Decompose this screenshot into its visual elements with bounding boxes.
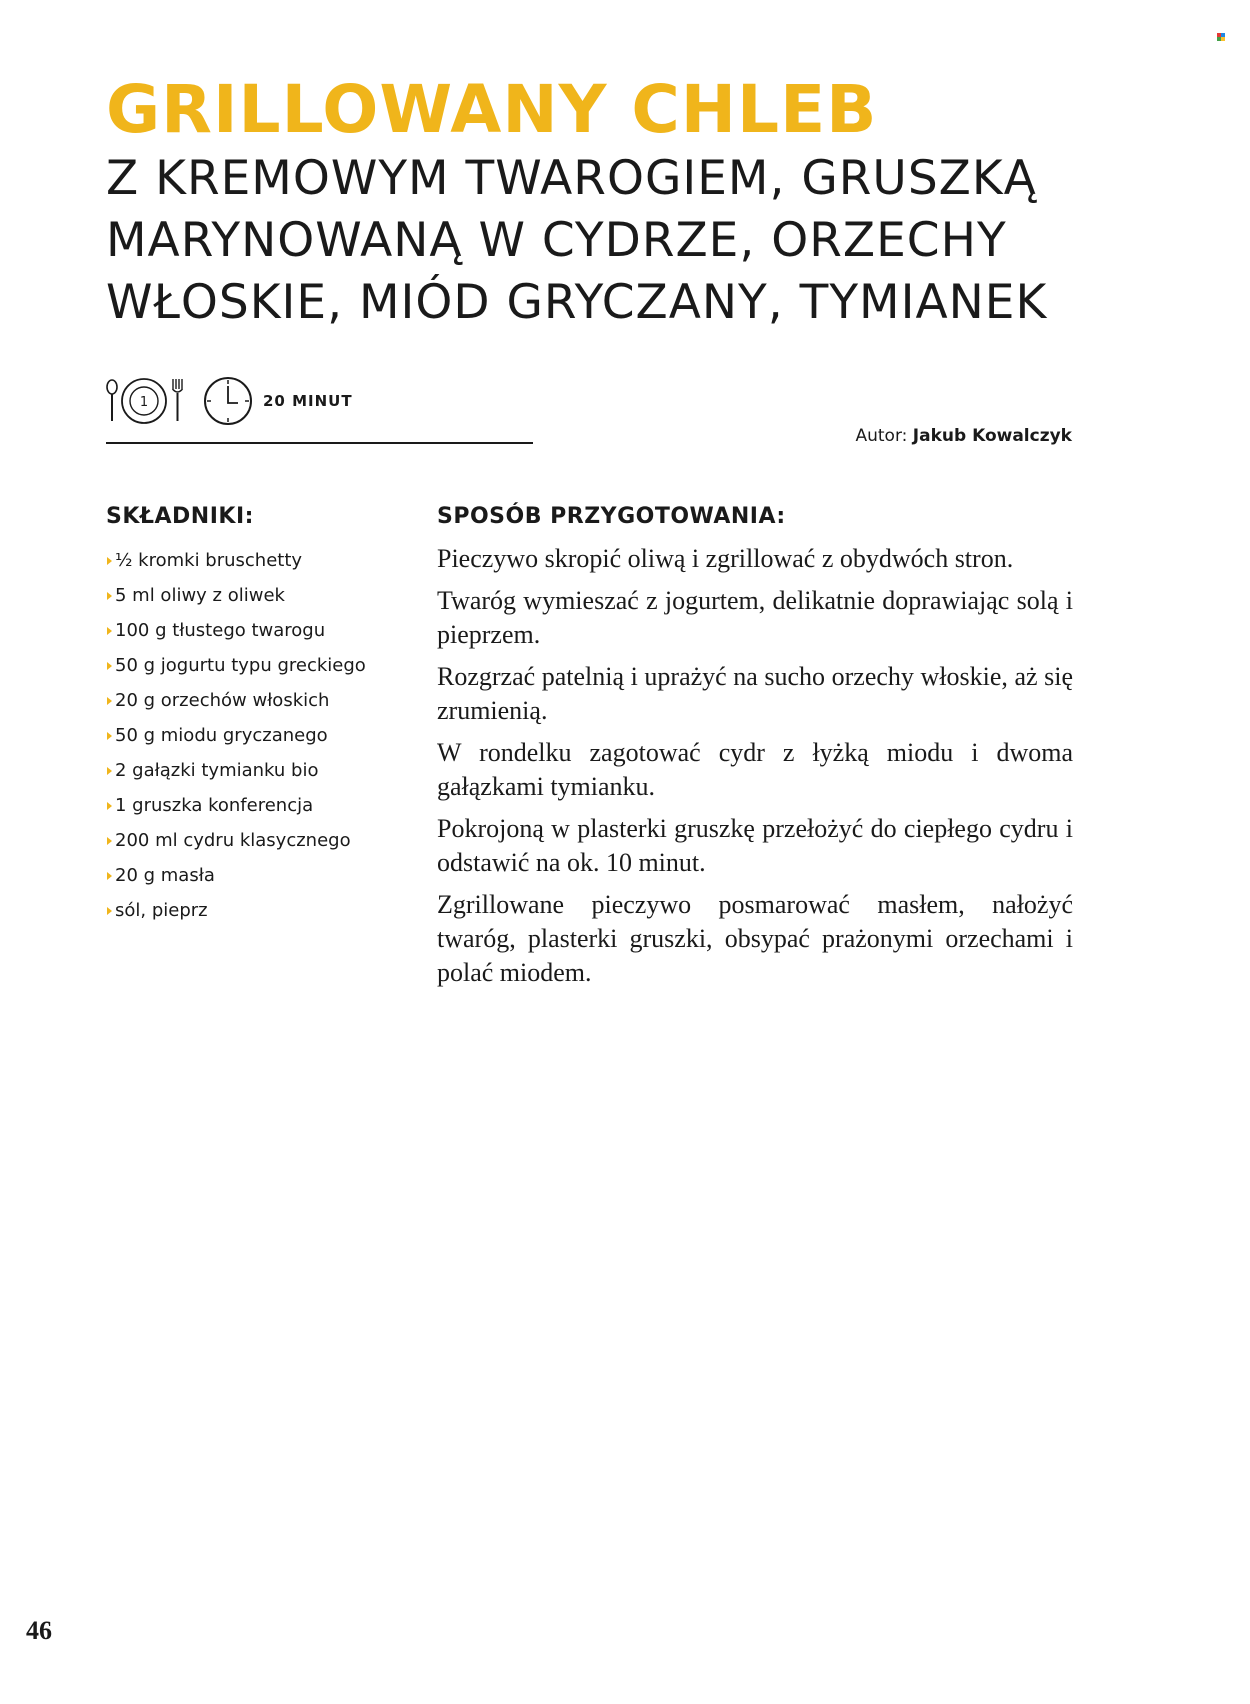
step-paragraph: Pieczywo skropić oliwą i zgrillować z obydwóch stron. bbox=[437, 544, 1014, 573]
bullet-arrow-icon bbox=[107, 557, 112, 565]
prep-time: 20 MINUT bbox=[263, 392, 353, 410]
ingredient-text: sól, pieprz bbox=[115, 900, 208, 921]
bullet-arrow-icon bbox=[107, 872, 112, 880]
subtitle-line: WŁOSKIE, MIÓD GRYCZANY, TYMIANEK bbox=[106, 275, 1048, 330]
ingredient-text: 5 ml oliwy z oliwek bbox=[115, 585, 285, 606]
page-number: 46 bbox=[26, 1616, 52, 1645]
ingredient-item bbox=[106, 718, 426, 753]
bullet-arrow-icon bbox=[107, 802, 112, 810]
bullet-arrow-icon bbox=[107, 767, 112, 775]
step-paragraph: Rozgrzać patelnią i uprażyć na sucho orzechy włoskie, aż się zrumienią. bbox=[437, 662, 1073, 725]
author-credit bbox=[855, 426, 1072, 446]
bullet-arrow-icon bbox=[107, 592, 112, 600]
bullet-arrow-icon bbox=[107, 697, 112, 705]
step-paragraph: W rondelku zagotować cydr z łyżką miodu i dwoma gałązkami tymianku. bbox=[437, 738, 1073, 801]
recipe-meta bbox=[104, 374, 353, 428]
ingredient-text: 2 gałązki tymianku bio bbox=[115, 760, 319, 781]
ingredient-item bbox=[106, 578, 426, 613]
ingredient-item bbox=[106, 613, 426, 648]
bullet-arrow-icon bbox=[107, 907, 112, 915]
ingredient-text: 1 gruszka konferencja bbox=[115, 795, 314, 816]
ingredient-text: 20 g orzechów włoskich bbox=[115, 690, 330, 711]
ingredient-item bbox=[106, 858, 426, 893]
divider bbox=[106, 442, 533, 444]
ingredients-list bbox=[106, 543, 426, 928]
ingredient-item bbox=[106, 648, 426, 683]
ingredient-text: ½ kromki bruschetty bbox=[115, 550, 303, 571]
recipe-title: GRILLOWANY CHLEB bbox=[106, 71, 878, 148]
ingredients-heading: SKŁADNIKI: bbox=[106, 504, 254, 529]
ingredient-text: 50 g jogurtu typu greckiego bbox=[115, 655, 366, 676]
ingredient-text: 200 ml cydru klasycznego bbox=[115, 830, 351, 851]
step-paragraph: Pokrojoną w plasterki gruszkę przełożyć do ciepłego cydru i odstawić na ok. 10 minut. bbox=[437, 814, 1073, 877]
clock-icon bbox=[202, 375, 254, 427]
brand-logo-icon bbox=[1217, 33, 1225, 41]
ingredient-item bbox=[106, 543, 426, 578]
ingredient-item bbox=[106, 893, 426, 928]
servings-plate-icon bbox=[104, 375, 184, 427]
ingredient-item bbox=[106, 683, 426, 718]
bullet-arrow-icon bbox=[107, 732, 112, 740]
ingredient-text: 50 g miodu gryczanego bbox=[115, 725, 328, 746]
subtitle-line: Z KREMOWYM TWAROGIEM, GRUSZKĄ bbox=[106, 151, 1037, 206]
ingredient-item bbox=[106, 788, 426, 823]
servings-count: 1 bbox=[139, 395, 149, 410]
bullet-arrow-icon bbox=[107, 837, 112, 845]
bullet-arrow-icon bbox=[107, 662, 112, 670]
author-name: Jakub Kowalczyk bbox=[912, 426, 1072, 446]
step-paragraph: Twaróg wymieszać z jogurtem, delikatnie doprawiając solą i pieprzem. bbox=[437, 586, 1073, 649]
preparation-steps bbox=[437, 542, 1073, 998]
author-label: Autor: bbox=[855, 426, 908, 446]
subtitle-line: MARYNOWANĄ W CYDRZE, ORZECHY bbox=[106, 213, 1007, 268]
step-paragraph: Zgrillowane pieczywo posmarować masłem, nałożyć twaróg, plasterki gruszki, obsypać prażonymi orzechami i polać miodem. bbox=[437, 890, 1073, 987]
preparation-heading: SPOSÓB PRZYGOTOWANIA: bbox=[437, 504, 786, 529]
ingredient-text: 20 g masła bbox=[115, 865, 215, 886]
ingredient-item bbox=[106, 753, 426, 788]
bullet-arrow-icon bbox=[107, 627, 112, 635]
ingredient-text: 100 g tłustego twarogu bbox=[115, 620, 326, 641]
recipe-subtitle bbox=[106, 148, 1066, 334]
ingredient-item bbox=[106, 823, 426, 858]
